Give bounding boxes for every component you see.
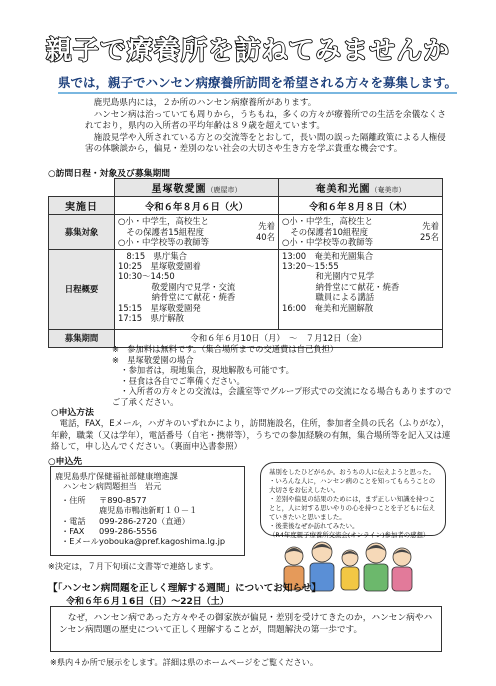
zip-code: 〒890-8577 <box>99 494 147 505</box>
address-label: ・住所 <box>61 494 86 505</box>
date-label: 実施日 <box>49 197 115 215</box>
address: 鹿児島市鴨池新町１０－１ <box>99 505 198 516</box>
date-b: 令和６年８月８日（木） <box>279 197 443 215</box>
week-title: 【「ハンセン病問題を正しく理解する週間」についてお知らせ】 <box>48 583 321 594</box>
apply-section <box>51 408 451 454</box>
note-item: ・入所者の方々との交流は，会議室等でグループ形式での交流になる場合もありますのでご了承ください。 <box>112 386 452 407</box>
contact-person: ハンセン病問題担当 岩元 <box>63 481 162 492</box>
note-item: ・参加者は，現地集合，現地解散も可能です。 <box>112 365 294 376</box>
mail-label: ・Eメール <box>61 536 99 547</box>
mail-address[interactable]: yobouka@pref.kagoshima.lg.jp <box>99 536 226 547</box>
target-a: ○小・中学生，高校生と その保護者15組程度 ○小・中学校等の教師等 先着 40名 <box>115 215 279 250</box>
facility-a-header: 星塚敬愛園（鹿屋市） <box>115 179 279 197</box>
intro-paragraph: 施設見学や入所されている方との交流等をとおして，長い間の誤った隔離政策による人権侵害の体験談から，偏見・差別のない社会の大切さや生き方を学ぶ貴重な機会です。 <box>85 132 446 155</box>
outline-a: 8:15 県庁集合 10:25 星塚敬愛園着 10:30～14:50 敬愛園内で見学・交流 納骨堂にて献花・焼香 15:15 星塚敬愛園発 17:15 県庁解散 <box>115 249 279 329</box>
outline-label: 日程概要 <box>49 249 115 329</box>
schedule-heading: ○訪問日程・対象及び募集期間 <box>48 169 171 179</box>
decision-note: ※決定は，７月下旬頃に文書等で連絡します。 <box>48 561 218 571</box>
apply-heading: ○申込方法 <box>51 408 94 418</box>
note-item: ※ 星塚敬愛園の場合 <box>112 354 194 365</box>
schedule-table <box>48 178 443 348</box>
tel-number: 099-286-2720（直通） <box>99 515 190 526</box>
period-value: 令和６年６月10日（月） ～ ７月12日（金） <box>115 329 443 347</box>
target-label: 募集対象 <box>49 215 115 250</box>
date-a: 令和６年８月６日（火） <box>115 197 279 215</box>
week-box <box>50 606 442 652</box>
fax-number: 099-286-5556 <box>99 526 158 537</box>
page-subtitle: 県では，親子でハンセン病療養所訪問を希望される方々を募集します。 <box>58 73 457 94</box>
table-corner <box>49 179 115 197</box>
contact-heading: ○申込先 <box>48 457 83 467</box>
intro-paragraph: 鹿児島県内には，２か所のハンセン病療養所があります。 <box>93 98 317 108</box>
note-item: ※ 参加料は無料です。（集合場所までの交通費は自己負担） <box>112 344 339 354</box>
exhibit-note: ※県内４か所で展示をします。詳細は県のホームページをご覧ください。 <box>50 657 319 667</box>
tel-label: ・電話 <box>61 515 86 526</box>
target-b: ○小・中学生，高校生と その保護者10組程度 ○小・中学校等の教師等 先着 25名 <box>279 215 443 250</box>
note-item: ・昼食は各自でご準備ください。 <box>112 375 245 386</box>
speech-bubble: 基別をしたひどがらか。おうちの人に伝えようと思った。 ・いろんな人に，ハンセン病のことを知ってもらうことの大切さをお伝えしたい。 ・差別や偏見の結果のためには，まず正しい知識を持つことと，人に対する思いやりの心を持つことを子どもに伝えていきたいと思いました。 ・後業後なぜか訪れてみたい。 （R4年度親子療養所交流会(オンライン)参加者の感想） <box>260 462 446 536</box>
notes <box>112 344 452 408</box>
outline-b: 13:00 奄美和光園集合 13:20～15:55 和光園内で見学 納骨堂にて献花・焼香 職員による講話 16:00 奄美和光園解散 <box>279 249 443 329</box>
intro-paragraph: ハンセン病は治っていても周りから，うちもね，多くの方々が療養所での生活を余儀なくされており，県内の入所者の平均年齢は８９歳を超えています。 <box>85 109 446 132</box>
week-date: 令和６年６月１6日（日）～22日（土） <box>66 597 229 607</box>
apply-body: 電話，FAX，Eメール，ハガキのいずれかにより，訪問施設名，住所，参加者全員の氏名（ふりがな），年齢，職業（又は学年），電話番号（自宅・携帯等），うちでの参加経験の有無，集合場所等を記入又は連絡して，申し込んでください。（裏面申込書参照） <box>51 419 451 453</box>
page-title: 親子で療養所を訪ねてみませんか <box>45 36 451 66</box>
fax-label: ・FAX <box>61 526 85 537</box>
contact-org: 鹿児島県庁保健福祉部健康増進課 <box>55 471 178 481</box>
contact-box <box>50 466 245 556</box>
facility-b-header: 奄美和光園（奄美市） <box>279 179 443 197</box>
period-label: 募集期間 <box>49 329 115 347</box>
intro-text <box>85 98 453 156</box>
week-body: なぜ，ハンセン病であった方々やその御家族が偏見・差別を受けてきたのか，ハンセン病やハンセン病問題の歴史について正しく理解することが，問題解決の第一歩です。 <box>59 613 433 635</box>
